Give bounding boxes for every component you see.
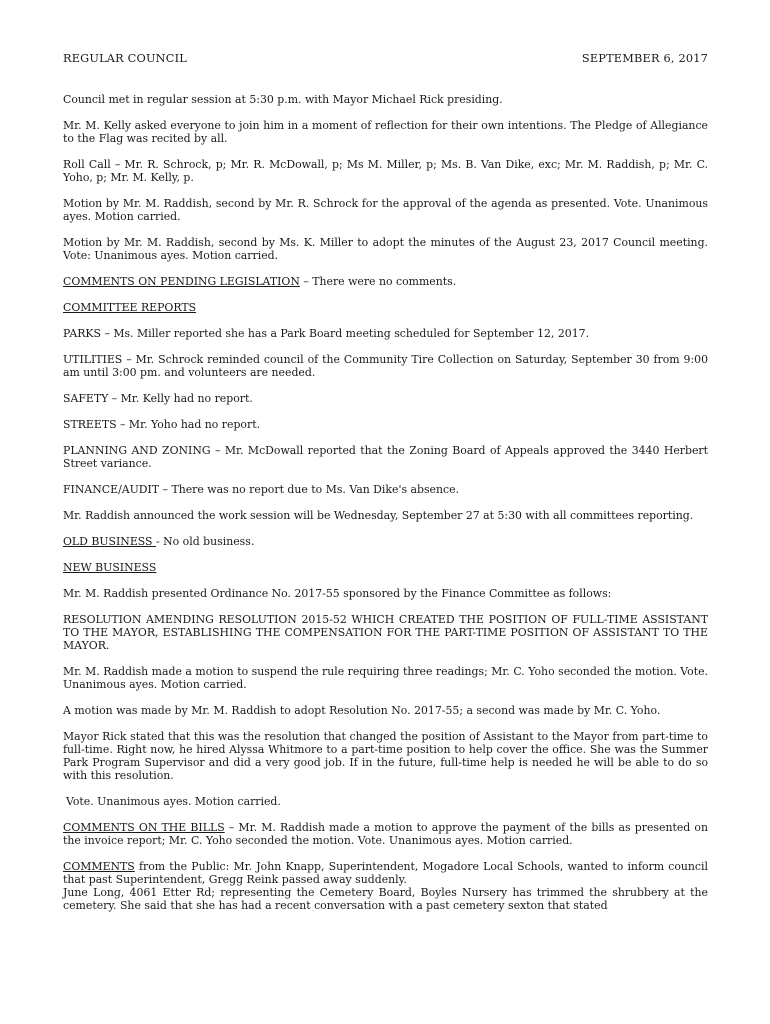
- paragraph-session-open: Council met in regular session at 5:30 p.m. with Mayor Michael Rick presiding.: [63, 93, 503, 106]
- heading-comments-bills: COMMENTS ON THE BILLS: [63, 821, 225, 834]
- paragraph-new-business: [63, 561, 708, 574]
- paragraph-agenda-motion: Motion by Mr. M. Raddish, second by Mr. R. Schrock for the approval of the agenda as presented. Vote. Unanimous ayes. Motion carried.: [63, 197, 708, 223]
- document-page: [63, 52, 708, 925]
- paragraph-finance-audit: FINANCE/AUDIT – There was no report due to Ms. Van Dike's absence.: [63, 483, 460, 496]
- paragraph-committee-reports: [63, 301, 708, 314]
- paragraph-planning-zoning: PLANNING AND ZONING – Mr. McDowall reported that the Zoning Board of Appeals approved the 3440 Herbert Street variance.: [63, 444, 708, 470]
- paragraph-ordinance-presented: Mr. M. Raddish presented Ordinance No. 2017-55 sponsored by the Finance Committee as follows:: [63, 587, 612, 600]
- heading-old-business: OLD BUSINESS: [63, 535, 156, 548]
- text-comments-bills: – Mr. M. Raddish made a motion to approve the payment of the bills as presented on the invoice report; Mr. C. Yoho seconded the motion. Vote. Unanimous ayes. Motion carried.: [63, 821, 708, 847]
- heading-new-business: NEW BUSINESS: [63, 561, 157, 574]
- text-old-business: - No old business.: [155, 535, 255, 548]
- text-pending-legislation: – There were no comments.: [299, 275, 457, 288]
- paragraph-cemetery: June Long, 4061 Etter Rd; representing the Cemetery Board, Boyles Nursery has trimmed the shrubbery at the cemetery. She said that she has had a recent conversation with a past cemetery sexton that stated: [63, 886, 708, 912]
- paragraph-work-session: Mr. Raddish announced the work session will be Wednesday, September 27 at 5:30 with all committees reporting.: [63, 509, 694, 522]
- heading-committee-reports: COMMITTEE REPORTS: [63, 301, 197, 314]
- paragraph-old-business: [63, 535, 708, 548]
- paragraph-pledge: Mr. M. Kelly asked everyone to join him in a moment of reflection for their own intentions. The Pledge of Allegiance to the Flag was recited by all.: [63, 119, 708, 145]
- paragraph-safety: SAFETY – Mr. Kelly had no report.: [63, 392, 253, 405]
- heading-comments: COMMENTS: [63, 860, 135, 873]
- paragraph-vote: Vote. Unanimous ayes. Motion carried.: [66, 795, 281, 808]
- paragraph-pending-legislation: [63, 275, 708, 288]
- paragraph-adopt-resolution: A motion was made by Mr. M. Raddish to adopt Resolution No. 2017-55; a second was made by Mr. C. Yoho.: [63, 704, 661, 717]
- paragraph-comments-bills: [63, 821, 708, 847]
- document-header: [63, 52, 708, 66]
- heading-pending-legislation: COMMENTS ON PENDING LEGISLATION: [63, 275, 300, 288]
- paragraph-public-comments: [63, 860, 708, 886]
- text-public-comments: from the Public: Mr. John Knapp, Superintendent, Mogadore Local Schools, wanted to inform council that past Superintendent, Gregg Reink passed away suddenly.: [63, 860, 708, 886]
- paragraph-roll-call: Roll Call – Mr. R. Schrock, p; Mr. R. McDowall, p; Ms M. Miller, p; Ms. B. Van Dike, exc; Mr. M. Raddish, p; Mr. C. Yoho, p; Mr. M. Kelly, p.: [63, 158, 708, 184]
- paragraph-streets: STREETS – Mr. Yoho had no report.: [63, 418, 261, 431]
- paragraph-resolution-title: RESOLUTION AMENDING RESOLUTION 2015-52 WHICH CREATED THE POSITION OF FULL-TIME ASSISTANT TO THE MAYOR, ESTABLISHING THE COMPENSATION FOR THE PART-TIME POSITION OF ASSISTANT TO THE MAYOR.: [63, 613, 708, 652]
- header-title: REGULAR COUNCIL: [63, 52, 187, 65]
- paragraph-minutes-motion: Motion by Mr. M. Raddish, second by Ms. K. Miller to adopt the minutes of the August 23, 2017 Council meeting. Vote: Unanimous ayes. Motion carried.: [63, 236, 708, 262]
- paragraph-suspend-rule: Mr. M. Raddish made a motion to suspend the rule requiring three readings; Mr. C. Yoho seconded the motion. Vote. Unanimous ayes. Motion carried.: [63, 665, 708, 691]
- paragraph-mayor-statement: Mayor Rick stated that this was the resolution that changed the position of Assistant to the Mayor from part-time to full-time. Right now, he hired Alyssa Whitmore to a part-time position to help cover the office. She was the Summer Park Program Supervisor and did a very good job. If in the future, full-time help is needed he will be able to do so with this resolution.: [63, 730, 708, 782]
- paragraph-utilities: UTILITIES – Mr. Schrock reminded council of the Community Tire Collection on Saturday, September 30 from 9:00 am until 3:00 pm. and volunteers are needed.: [63, 353, 708, 379]
- paragraph-parks: PARKS – Ms. Miller reported she has a Park Board meeting scheduled for September 12, 2017.: [63, 327, 590, 340]
- header-date: SEPTEMBER 6, 2017: [581, 52, 708, 65]
